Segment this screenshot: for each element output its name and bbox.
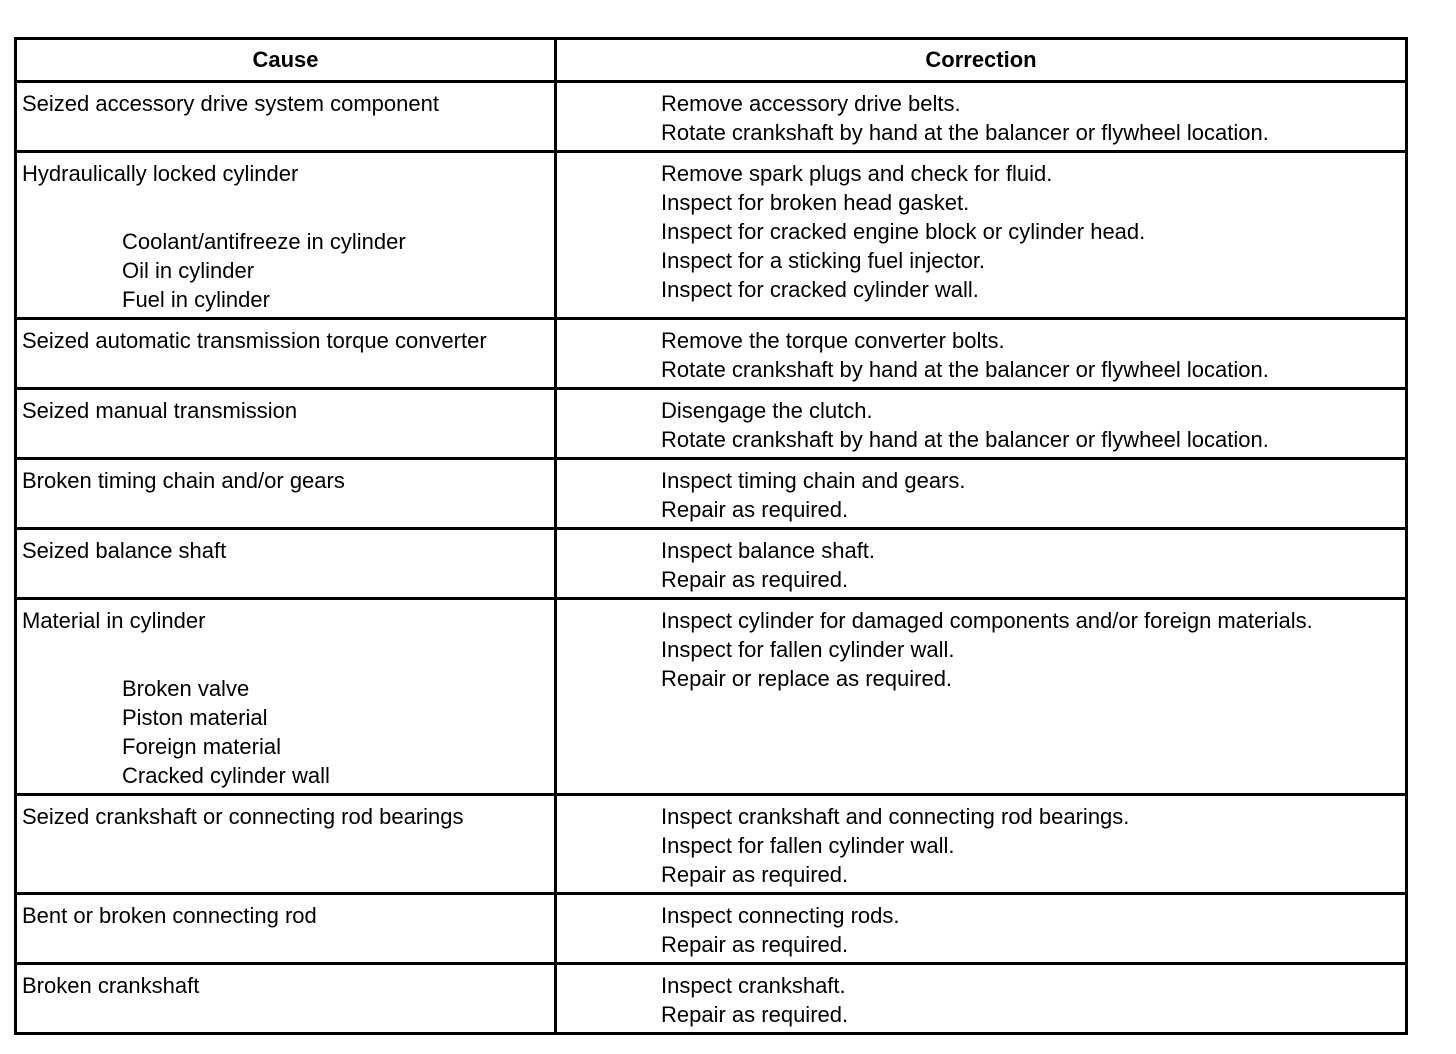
cause-header: Cause (16, 39, 556, 82)
correction-step: Inspect for cracked engine block or cylinder head. (661, 219, 1146, 244)
correction-step: Rotate crankshaft by hand at the balancer or flywheel location. (661, 120, 1269, 145)
cause-text: Hydraulically locked cylinder (22, 161, 299, 186)
table-row (16, 529, 1407, 599)
cause-subitem: Oil in cylinder (122, 258, 255, 283)
correction-step: Inspect crankshaft. (661, 973, 846, 998)
correction-step: Remove the torque converter bolts. (661, 328, 1005, 353)
cause-cell (16, 152, 556, 319)
correction-cell (556, 319, 1407, 389)
correction-header: Correction (556, 39, 1407, 82)
cause-subitem: Coolant/antifreeze in cylinder (122, 229, 406, 254)
cause-cell (16, 459, 556, 529)
correction-step: Inspect crankshaft and connecting rod bearings. (661, 804, 1130, 829)
cause-text: Seized automatic transmission torque converter (22, 328, 487, 353)
cause-subitem: Foreign material (122, 734, 281, 759)
cause-text: Seized manual transmission (22, 398, 298, 423)
correction-step: Inspect for fallen cylinder wall. (661, 833, 955, 858)
correction-step: Remove spark plugs and check for fluid. (661, 161, 1053, 186)
correction-step: Repair or replace as required. (661, 666, 953, 691)
table-row (16, 599, 1407, 795)
correction-cell (556, 894, 1407, 964)
cause-text: Material in cylinder (22, 608, 206, 633)
table-row (16, 964, 1407, 1034)
table-row (16, 319, 1407, 389)
correction-step: Inspect cylinder for damaged components and/or foreign materials. (661, 608, 1313, 633)
cause-subitems (22, 674, 550, 790)
cause-correction-table (14, 37, 1408, 1035)
table-row (16, 459, 1407, 529)
cause-text: Broken timing chain and/or gears (22, 468, 345, 493)
correction-step: Repair as required. (661, 567, 849, 592)
cause-text: Broken crankshaft (22, 973, 200, 998)
correction-cell (556, 82, 1407, 152)
correction-step: Remove accessory drive belts. (661, 91, 961, 116)
cause-subitem: Cracked cylinder wall (122, 763, 330, 788)
table-row (16, 82, 1407, 152)
cause-cell (16, 319, 556, 389)
cause-subitem: Piston material (122, 705, 268, 730)
correction-step: Repair as required. (661, 497, 849, 522)
cause-subitems (22, 227, 550, 314)
correction-step: Inspect for broken head gasket. (661, 190, 970, 215)
table-body (16, 82, 1407, 1034)
cause-cell (16, 82, 556, 152)
cause-cell (16, 894, 556, 964)
cause-text: Seized balance shaft (22, 538, 227, 563)
cause-text: Seized accessory drive system component (22, 91, 439, 116)
table-row (16, 795, 1407, 894)
cause-cell (16, 529, 556, 599)
correction-step: Inspect timing chain and gears. (661, 468, 966, 493)
correction-step: Rotate crankshaft by hand at the balancer or flywheel location. (661, 427, 1269, 452)
correction-cell (556, 964, 1407, 1034)
table-row (16, 894, 1407, 964)
correction-cell (556, 529, 1407, 599)
table-row (16, 152, 1407, 319)
cause-cell (16, 795, 556, 894)
cause-cell (16, 964, 556, 1034)
correction-step: Inspect for a sticking fuel injector. (661, 248, 986, 273)
cause-text: Seized crankshaft or connecting rod bearings (22, 804, 464, 829)
correction-step: Inspect for fallen cylinder wall. (661, 637, 955, 662)
correction-step: Repair as required. (661, 932, 849, 957)
correction-step: Repair as required. (661, 862, 849, 887)
correction-cell (556, 389, 1407, 459)
cause-text: Bent or broken connecting rod (22, 903, 317, 928)
correction-step: Inspect connecting rods. (661, 903, 900, 928)
correction-step: Rotate crankshaft by hand at the balancer or flywheel location. (661, 357, 1269, 382)
header-row (16, 39, 1407, 82)
correction-step: Disengage the clutch. (661, 398, 873, 423)
correction-cell (556, 152, 1407, 319)
cause-cell (16, 599, 556, 795)
correction-cell (556, 599, 1407, 795)
correction-step: Repair as required. (661, 1002, 849, 1027)
cause-cell (16, 389, 556, 459)
table-row (16, 389, 1407, 459)
correction-cell (556, 459, 1407, 529)
correction-cell (556, 795, 1407, 894)
cause-subitem: Fuel in cylinder (122, 287, 270, 312)
correction-step: Inspect for cracked cylinder wall. (661, 277, 979, 302)
correction-step: Inspect balance shaft. (661, 538, 876, 563)
cause-subitem: Broken valve (122, 676, 250, 701)
